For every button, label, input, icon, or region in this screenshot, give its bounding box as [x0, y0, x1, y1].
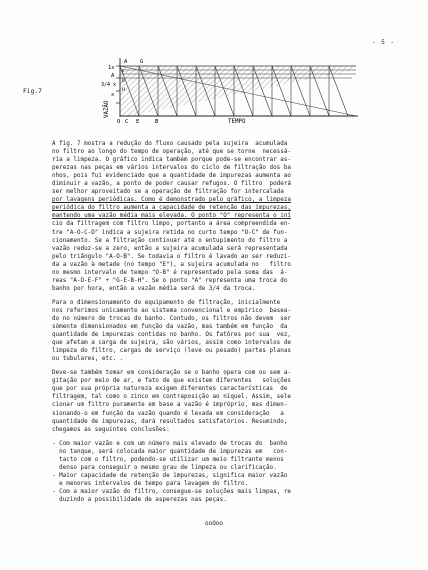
text-line: periódica do filtro aumenta a capacidade de retenção das impurezas,: [52, 205, 291, 212]
y-mark-a: A: [111, 73, 115, 79]
y-mark-1x: 1x: [108, 65, 115, 71]
side-mark-d: D: [122, 79, 125, 84]
text-line: pelo triângulo "A-O-B". Se todavia o filtro é lavado ao ser reduzi-: [52, 253, 291, 260]
text-line: tre "A-O-C-D" indica a sujeira retida no curto tempo "O-C" de fun-: [52, 229, 288, 236]
paragraph: [52, 140, 404, 293]
list-item-line: - Com maior vazão e com um número mais elevado de trocas do banho: [52, 440, 288, 447]
text-line: chegamos as seguintes conclusões:: [52, 426, 170, 433]
text-line: limpeza do filtro, cargas de serviço (leve ou pesado) partes planas: [52, 348, 291, 355]
y-mark-x: x: [111, 92, 115, 98]
text-line: nos referimos unicamente ao sistema convencional e empírico basea-: [52, 307, 291, 314]
bottom-mark-o: O: [117, 119, 121, 125]
side-mark-f: F: [122, 70, 125, 75]
text-line: cionamento. Se a filtração continuar até o entupimento do filtro a: [52, 237, 288, 244]
text-line: ria a limpeza. O gráfico indica também porque pode-se encontrar as-: [52, 157, 291, 164]
top-mark-g: G: [140, 59, 144, 65]
list-item-line: duzindo a possibilidade de asperezas nas peças.: [52, 496, 227, 503]
text-line: quantidade de impurezas contidas no banho. Os fatôres por sua vez,: [52, 332, 291, 339]
text-line: que por sua própria natureza exigem diferentes características de: [52, 386, 288, 393]
y-mark-three-quarters: 3/4 x: [101, 82, 117, 88]
text-line: mantendo uma vazão média mais elevada. O ponto "O" representa o iní: [52, 213, 291, 220]
list-item-line: e menores intervalos de tempo para lavagem do filtro.: [52, 480, 249, 487]
x-axis-label: TEMPO: [228, 119, 246, 125]
flow-time-graph: [0, 0, 428, 140]
conclusions-list: [52, 440, 404, 504]
text-line: reas "A-O-E-F" + "G-E-B-H". Se o ponto "A" representa uma troca do: [52, 277, 288, 284]
bottom-mark-b: B: [155, 119, 159, 125]
text-line: cionar um filtro puramente em base a vazão é impróprio, mas dimen-: [52, 402, 288, 409]
paragraph: [52, 299, 404, 363]
text-line: do no número de trocas do banho. Contudo, os filtros não devem ser: [52, 315, 291, 322]
text-line: no filtro ao longo do tempo de operação, até que se torne necessá-: [52, 149, 291, 156]
text-line: ser melhor aproveitado se a operação de filtração for intercalada: [52, 189, 284, 196]
bottom-mark-e: E: [136, 119, 140, 125]
body-text: [52, 140, 404, 510]
list-item-line: tacto com o filtro, podendo-se utilizar um meio filtrante menos: [52, 456, 284, 463]
text-line: quantidade de impurezas, dará resultados satisfatórios. Resumindo,: [52, 418, 288, 425]
y-axis-label: VAZÃO: [104, 100, 110, 118]
text-line: nhos, pois fui evidenciado que a quantidade de impurezas aumenta ao: [52, 173, 291, 180]
list-item-line: - Maior capacidade de retenção de impurezas, significa maior vazão: [52, 472, 288, 479]
text-line: sòmente dimensionados em função da vazão, mas também em função da: [52, 324, 288, 331]
text-line: vazão reduz-se a zero, então a sujeira acumulada será representada: [52, 245, 288, 252]
figure-label: Fig.7: [23, 88, 42, 95]
top-mark-a: A: [124, 59, 128, 65]
side-mark-h: H: [122, 88, 125, 93]
list-item-line: denso para conseguir o mesmo grau de limpeza ou clarificação.: [52, 464, 277, 471]
text-line: perezas nas peças em vários intervalos do ciclo de filtração dos ba: [52, 165, 291, 172]
text-line: por lavagens periódicas. Como é demonstrado pelo gráfico, a limpeza: [52, 197, 291, 204]
text-line: ou tubulares, etc. .: [52, 356, 124, 363]
text-line: no mesmo intervalo de tempo "O-B" é representado pela soma das á-: [52, 269, 288, 276]
text-line: cio da filtragem com filtro limpo, portanto a área compreendida en-: [52, 221, 291, 228]
text-line: Deve-se também tomar em consideração se o banho opera com ou sem a-: [52, 370, 291, 377]
text-line: A fig. 7 mostra a redução do fluxo causado pela sujeira acumulada: [52, 141, 288, 147]
hatched-area: [120, 66, 356, 116]
text-line: banho por hora, então a vazão média será de 3/4 da troca.: [52, 285, 256, 292]
text-line: gitação por meio de ar, e fato de que existem diferentes soluções: [52, 378, 291, 385]
text-line: da a vazão à metade (no tempo "E"), a sujeira acumulada no filtro: [52, 261, 291, 268]
text-line: sionando-o em função da vazão quando é levada em consideração a: [52, 410, 284, 417]
text-line: Para o dimensionamento do equipamento de filtração, inicialmente: [52, 299, 281, 306]
text-line: diminuir a vazão, a ponto de poder causar refugos. O filtro poderá: [52, 181, 291, 188]
page-number: - 5 -: [372, 39, 396, 46]
footer-mark: ooOoo: [204, 520, 224, 527]
paragraph: [52, 369, 404, 433]
text-line: que afetam a carga de sujeira, são vários, assim como intervalos de: [52, 340, 291, 347]
list-item-line: - Com a maior vazão do filtro, consegue-se soluções mais limpas, re: [52, 488, 291, 495]
list-item-line: no tanque, será colocada maior quantidade de impurezas em con-: [52, 448, 288, 455]
text-line: filtragem, tal como o zinco em contraposição ao níquel. Assim, sele: [52, 394, 291, 401]
bottom-mark-c: C: [125, 119, 129, 125]
